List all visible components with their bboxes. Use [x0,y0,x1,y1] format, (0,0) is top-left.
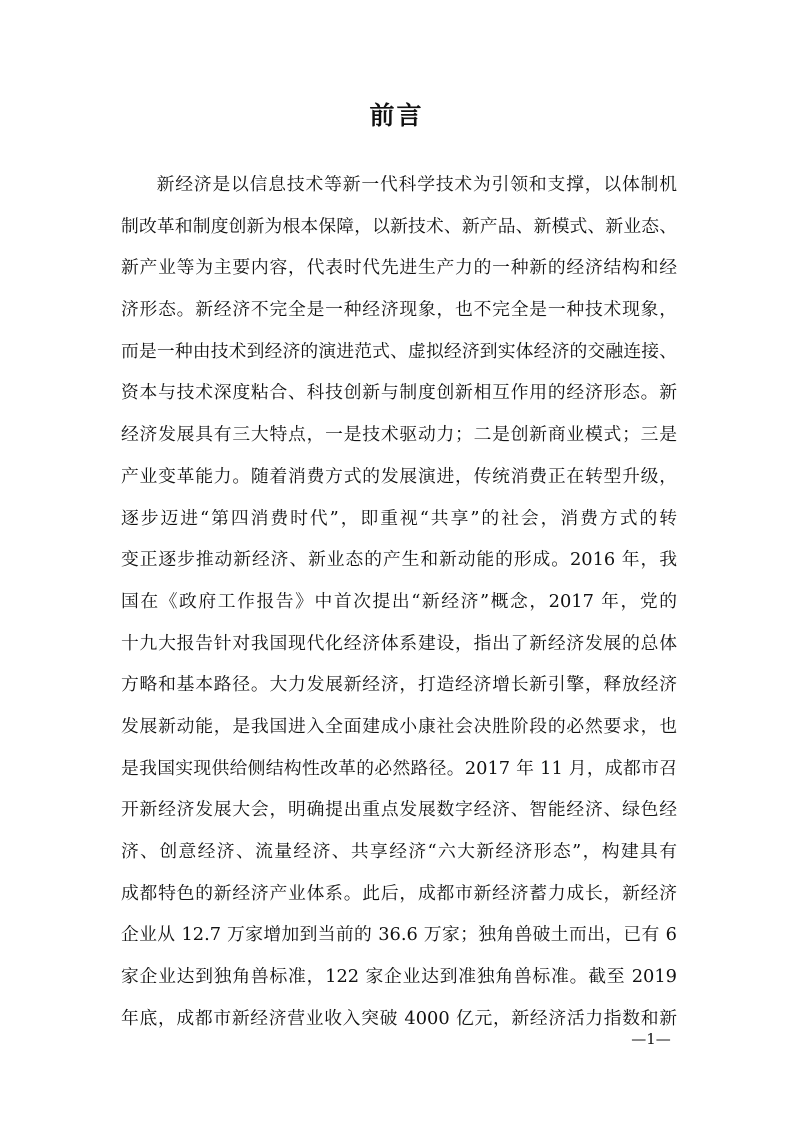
text-line: 国在《政府工作报告》中首次提出“新经济”概念，2017 年，党的 [121,590,677,612]
text-line: 资本与技术深度粘合、科技创新与制度创新相互作用的经济形态。新 [121,382,677,404]
text-line: 企业从 12.7 万家增加到当前的 36.6 万家；独角兽破土而出，已有 6 [121,924,677,946]
text-line: 新经济是以信息技术等新一代科学技术为引领和支撑，以体制机 [156,174,677,195]
text-line: 成都特色的新经济产业体系。此后，成都市新经济蓄力成长，新经济 [121,882,677,904]
text-line: 发展新动能，是我国进入全面建成小康社会决胜阶段的必然要求，也 [121,715,677,737]
text-line: 逐步迈进“第四消费时代”，即重视“共享”的社会，消费方式的转 [121,507,677,529]
page-number: —1— [631,1030,671,1048]
page-title: 前言 [369,101,424,130]
text-line: 制改革和制度创新为根本保障，以新技术、新产品、新模式、新业态、 [121,215,677,237]
text-line: 济、创意经济、流量经济、共享经济“六大新经济形态”，构建具有 [121,841,677,862]
text-line: 产业变革能力。随着消费方式的发展演进，传统消费正在转型升级， [121,465,677,487]
text-line: 济形态。新经济不完全是一种经济现象，也不完全是一种技术现象， [121,299,677,321]
text-line: 年底，成都市新经济营业收入突破 4000 亿元，新经济活力指数和新 [121,1007,677,1029]
text-line: 开新经济发展大会，明确提出重点发展数字经济、智能经济、绿色经 [121,799,677,821]
text-line: 方略和基本路径。大力发展新经济，打造经济增长新引擎，释放经济 [121,674,677,696]
body-text [121,164,677,1039]
text-line: 新产业等为主要内容，代表时代先进生产力的一种新的经济结构和经 [121,257,677,279]
text-line: 家企业达到独角兽标准，122 家企业达到准独角兽标准。截至 2019 [121,966,677,988]
text-line: 而是一种由技术到经济的演进范式、虚拟经济到实体经济的交融连接、 [121,340,677,362]
text-line: 经济发展具有三大特点，一是技术驱动力；二是创新商业模式；三是 [121,424,677,446]
text-line: 十九大报告针对我国现代化经济体系建设，指出了新经济发展的总体 [121,632,677,654]
text-line: 变正逐步推动新经济、新业态的产生和新动能的形成。2016 年，我 [121,549,677,571]
text-line: 是我国实现供给侧结构性改革的必然路径。2017 年 11 月，成都市召 [121,757,677,779]
